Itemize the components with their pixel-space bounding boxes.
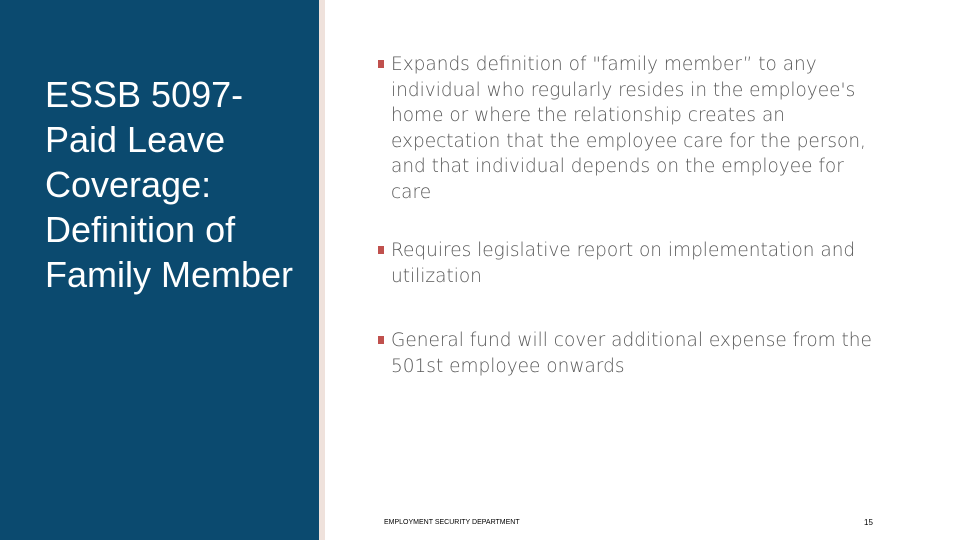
slide-title: ESSB 5097- Paid Leave Coverage: Definition of Family Member <box>45 74 294 295</box>
bullet-square-icon <box>378 336 384 344</box>
bullet-item <box>378 328 883 379</box>
panel-divider <box>319 0 325 540</box>
bullet-text: General fund will cover additional expense from the 501st employee onwards <box>391 330 872 377</box>
footer-department: EMPLOYMENT SECURITY DEPARTMENT <box>384 519 520 526</box>
bullet-text: Expands definition of "family member” to any individual who regularly resides in the employee's home or where the relationship creates an expectation that the employee care for the person, and that individual depends on the employee for care <box>391 54 866 203</box>
bullet-square-icon <box>378 246 384 254</box>
bullet-square-icon <box>378 60 384 68</box>
bullet-text: Requires legislative report on implementation and utilization <box>391 240 856 287</box>
bullet-item <box>378 52 883 206</box>
bullet-item <box>378 238 883 289</box>
title-panel <box>0 0 319 540</box>
page-number: 15 <box>864 518 873 527</box>
